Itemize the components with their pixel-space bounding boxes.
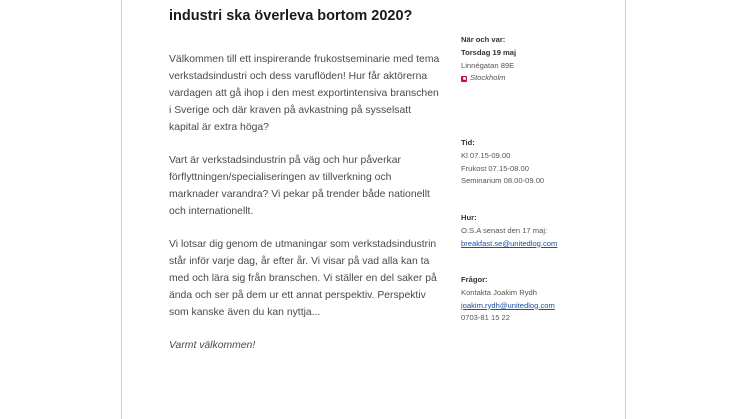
- time-total: Kl 07.15-09.00: [461, 150, 511, 160]
- contact-phone: 0703-81 15 22: [461, 313, 510, 323]
- intro-paragraph-2: Vart är verkstadsindustrin på väg och hur påverkar förflyttningen/specialiseringen av tillverkning och marknader varandra? Vi pekar på trender både nationellt och internationellt.: [169, 155, 430, 217]
- location-pin-icon: [461, 76, 467, 82]
- rsvp-email-link[interactable]: breakfast.se@unitedlog.com: [461, 238, 558, 248]
- questions-section: [461, 274, 621, 325]
- contact-name: Kontakta Joakim Rydh: [461, 287, 537, 297]
- time-breakfast: Frukost 07.15-08.00: [461, 163, 529, 173]
- right-frame-border: [625, 0, 626, 419]
- time-label: Tid:: [461, 138, 475, 147]
- how-section: [461, 212, 621, 250]
- article-heading: industri ska överleva bortom 2020?: [169, 8, 413, 24]
- article-body: [169, 51, 441, 370]
- closing-greeting: Varmt välkommen!: [169, 340, 256, 351]
- event-city: [461, 72, 621, 85]
- when-where-section: [461, 34, 621, 85]
- left-frame-border: [121, 0, 122, 419]
- questions-label: Frågor:: [461, 275, 488, 284]
- intro-paragraph-1: Välkommen till ett inspirerande frukostseminarie med tema verkstadsindustri och dess varuflöden! Hur får aktörerna vardagen att gå ihop i den mest exportintensiva branschen i Sverige och där kraven på avkastning på sysselsatt kapital är extra höga?: [169, 54, 440, 133]
- event-address: Linnégatan 89E: [461, 60, 515, 70]
- contact-email-link[interactable]: joakim.rydh@unitedlog.com: [461, 300, 555, 310]
- time-seminar: Seminarium 08.00-09.00: [461, 176, 545, 186]
- how-label: Hur:: [461, 213, 477, 222]
- rsvp-text: O.S.A senast den 17 maj:: [461, 225, 548, 235]
- intro-paragraph-3: Vi lotsar dig genom de utmaningar som verkstadsindustrin står inför varje dag, år efter år. Vi visar på vad alla kan ta med och lära sig från branschen. Vi ställer en del saker på ända och ser på dem ur ett annat perspektiv. Perspektiv som kanske även du kan nyttja...: [169, 239, 437, 318]
- city-name: Stockholm: [470, 73, 506, 83]
- event-date: Torsdag 19 maj: [461, 47, 517, 57]
- time-section: [461, 137, 621, 188]
- when-where-label: När och var:: [461, 35, 506, 44]
